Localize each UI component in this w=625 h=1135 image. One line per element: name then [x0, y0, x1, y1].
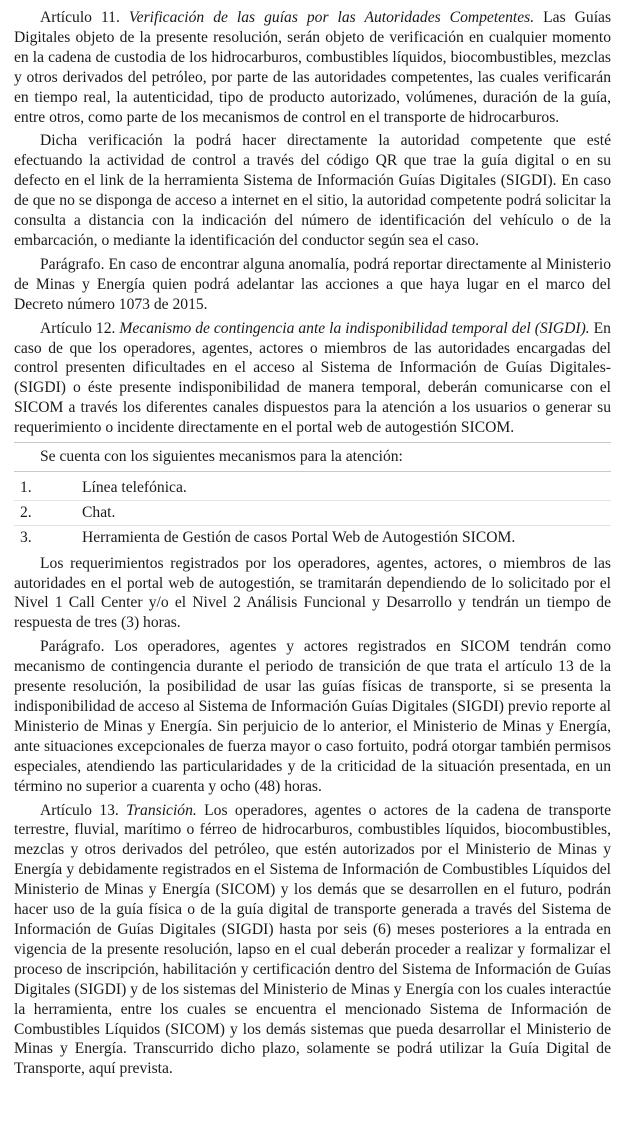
article-12-intro: Se cuenta con los siguientes mecanismos para la atención:: [40, 448, 403, 466]
article-11-heading: Artículo 11.: [40, 9, 120, 26]
list-item-text: Herramienta de Gestión de casos Portal Web de Autogestión SICOM.: [82, 528, 516, 546]
article-13-body: Los operadores, agentes o actores de la cadena de transporte terrestre, fluvial, marítimo o férreo de hidrocarburos, combustibles líquidos, biocombustibles, mezclas y otros derivados del petróleo, que estén autorizados por el Ministerio de Minas y Energía y debidamente registrados en el Sistema de Información de Combustibles Líquidos del Ministerio de Minas y Energía (SICOM) y los demás que se desarrollen en el futuro, podrán hacer uso de la guía física o de la guía digital de transporte generada a través del Sistema de Información de Guías Digitales (SIGDI) hasta por seis (6) meses posteriores a la entrada en vigencia de la presente resolución, lapso en el cual deberán proceder a realizar y formalizar el proceso de inscripción, habilitación y certificación dentro del Sistema de Información de Guías Digitales (SIGDI) y de los sistemas del Ministerio de Minas y Energía con los cuales interactúe la herramienta, entre los cuales se encuentra el mencionado Sistema de Información de Combustibles Líquidos (SICOM) y los demás sistemas que pueda desarrollar el Ministerio de Minas y Energía. Transcurrido dicho plazo, solamente se podrá utilizar la Guía Digital de Transporte, aquí prevista.: [14, 801, 612, 1078]
article-13-heading: Artículo 13.: [40, 801, 119, 819]
list-item-text: Chat.: [82, 503, 116, 521]
list-item: [14, 525, 611, 550]
list-item-number: 2.: [20, 503, 32, 521]
list-item-number: 1.: [20, 478, 32, 496]
article-12-paragraph: [14, 319, 611, 438]
article-11-paragrafo: Parágrafo. En caso de encontrar alguna anomalía, podrá reportar directamente al Ministerio de Minas y Energía quien podrá adelantar las acciones a que haya lugar en el marco del Decreto número 1073 de 2015.: [14, 255, 611, 313]
article-12-heading: Artículo 12.: [40, 319, 116, 337]
article-11-paragraph: [14, 8, 611, 127]
list-item-number: 3.: [20, 528, 32, 546]
divider: [14, 442, 611, 443]
list-item-text: Línea telefónica.: [82, 478, 187, 496]
divider: [14, 471, 611, 472]
article-13-title: Transición.: [126, 801, 197, 819]
article-12-paragrafo: Parágrafo. Los operadores, agentes y actores registrados en SICOM tendrán como mecanismo de contingencia durante el periodo de transición de que trata el artículo 13 de la presente resolución, la posibilidad de usar las guías físicas de transporte, si se presenta la indisponibilidad de acceso al Sistema de Información Guías Digitales (SIGDI) previo reporte al Ministerio de Minas y Energía. Sin perjuicio de lo anterior, el Ministerio de Minas y Energía, ante situaciones excepcionales de fuerza mayor o caso fortuito, podrá otorgar también permisos especiales, atendiendo las particularidades y de la criticidad de la situación presentada, en un término no superior a cuarenta y ocho (48) horas.: [14, 638, 611, 795]
article-12-requirements-paragraph: Los requerimientos registrados por los operadores, agentes, actores, o miembros de las autoridades en el portal web de autogestión, se tramitarán dependiendo de lo solicitado por el Nivel 1 Call Center y/o el Nivel 2 Análisis Funcional y Desarrollo y tendrán un tiempo de respuesta de tres (3) horas.: [14, 554, 611, 632]
article-12-title: Mecanismo de contingencia ante la indisponibilidad temporal del (SIGDI).: [119, 319, 590, 337]
article-11-body: Las Guías Digitales objeto de la presente resolución, serán objeto de verificación en cualquier momento en la cadena de custodia de los hidrocarburos, combustibles líquidos, biocombustibles, mezclas y otros derivados del petróleo, por parte de las autoridades competentes, las cuales verificarán en tiempo real, la autenticidad, tipo de producto autorizado, volúmenes, duración de la guía, entre otros, como parte de los mecanismos de control en el transporte de hidrocarburos.: [14, 9, 612, 126]
list-item: [14, 500, 611, 525]
article-11-title: Verificación de las guías por las Autoridades Competentes.: [128, 9, 535, 26]
article-13-paragraph: [14, 801, 611, 1080]
article-12-body: En caso de que los operadores, agentes, actores o miembros de las autoridades encargadas del control presenten dificultades en el acceso al Sistema de Información de Guías Digitales-(SIGDI) o éste presente indisponibilidad de manera temporal, deberán comunicarse con el SICOM a través los diferentes canales dispuestos para la atención a los usuarios o generar su requerimiento o incidente directamente en el portal web de autogestión SICOM.: [14, 319, 611, 437]
mechanisms-list: [14, 476, 611, 550]
article-11-paragraph-2: Dicha verificación la podrá hacer directamente la autoridad competente que esté efectuando la actividad de control a través del código QR que trae la guía digital o en su defecto en el link de la herramienta Sistema de Información Guías Digitales (SIGDI). En caso de que no se disponga de acceso a internet en el sitio, la autoridad competente podrá solicitar la consulta a distancia con la indicación del número de identificación del vehículo o de la embarcación, o mediante la identificación del conductor según sea el caso.: [14, 132, 611, 249]
list-item: [14, 476, 611, 500]
